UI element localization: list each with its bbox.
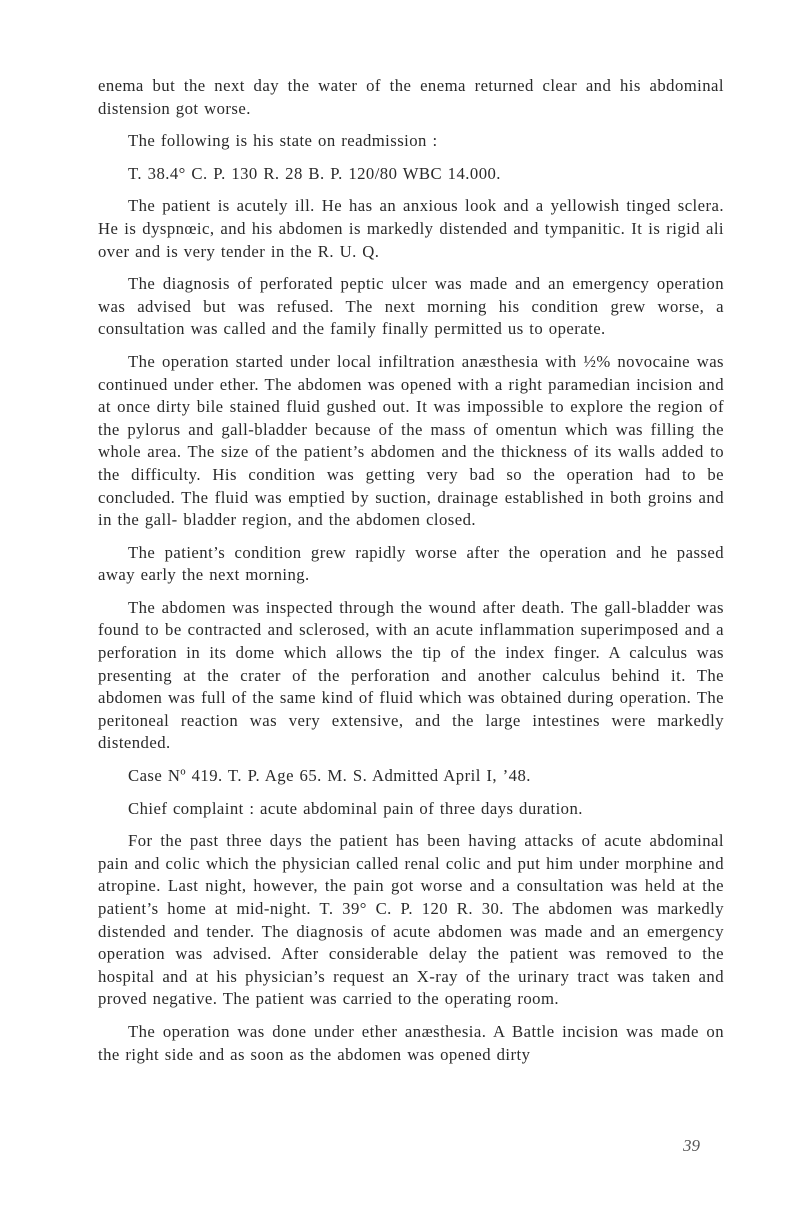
paragraph: The operation started under local infiltration anæsthesia with ½% novocaine was continued under ether. The abdomen was opened with a right paramedian incision and at once dirty bile stained fluid gushed out. It was impossible to explore the region of the pylorus and gall-bladder because of the mass of omentun which was filling the whole area. The size of the patient’s abdomen and the thickness of its walls added to the difficulty. His condition was getting very bad so the operation had to be concluded. The fluid was emptied by suction, drainage established in both groins and in the gall- bladder region, and the abdomen closed. <box>98 351 724 530</box>
paragraph: The following is his state on readmission : <box>128 131 438 151</box>
paragraph: The operation was done under ether anæsthesia. A Battle incision was made on the right side and as soon as the abdomen was opened dirty <box>98 1021 724 1064</box>
paragraph: Chief complaint : acute abdominal pain of three days duration. <box>128 798 583 818</box>
case-heading: Case Nº 419. T. P. Age 65. M. S. Admitted April I, ’48. <box>128 766 531 786</box>
page-number: 39 <box>683 1136 700 1155</box>
paragraph: The patient is acutely ill. He has an anxious look and a yellowish tinged sclera. He is dyspnœic, and his abdomen is markedly distended and tympanitic. It is rigid ali over and is very tender in the R. U. Q. <box>98 196 724 261</box>
paragraph: The abdomen was inspected through the wound after death. The gall-bladder was found to be contracted and sclerosed, with an acute inflammation superimposed and a perforation in its dome which allows the tip of the index finger. A calculus was presenting at the crater of the perforation and another calculus behind it. The abdomen was full of the same kind of fluid which was obtained during operation. The peritoneal reaction was very extensive, and the large intestines were markedly distended. <box>98 597 724 753</box>
paragraph: The patient’s condition grew rapidly worse after the operation and he passed away early the next morning. <box>98 542 724 585</box>
paragraph: The diagnosis of perforated peptic ulcer was made and an emergency operation was advised but was refused. The next morning his condition grew worse, a consultation was called and the family finally permitted us to operate. <box>98 274 724 339</box>
body-text <box>98 75 724 1076</box>
paragraph: T. 38.4° C. P. 130 R. 28 B. P. 120/80 WBC 14.000. <box>128 163 501 183</box>
paragraph: For the past three days the patient has been having attacks of acute abdominal pain and colic which the physician called renal colic and put him under morphine and atropine. Last night, however, the pain got worse and a consultation was held at the patient’s home at mid-night. T. 39° C. P. 120 R. 30. The abdomen was markedly distended and tender. The diagnosis of acute abdomen was made and an emergency operation was advised. After considerable delay the patient was removed to the hospital and at his physician’s request an X-ray of the urinary tract was taken and proved negative. The patient was carried to the operating room. <box>98 831 724 1009</box>
paragraph: enema but the next day the water of the enema returned clear and his abdominal distension got worse. <box>98 76 724 118</box>
